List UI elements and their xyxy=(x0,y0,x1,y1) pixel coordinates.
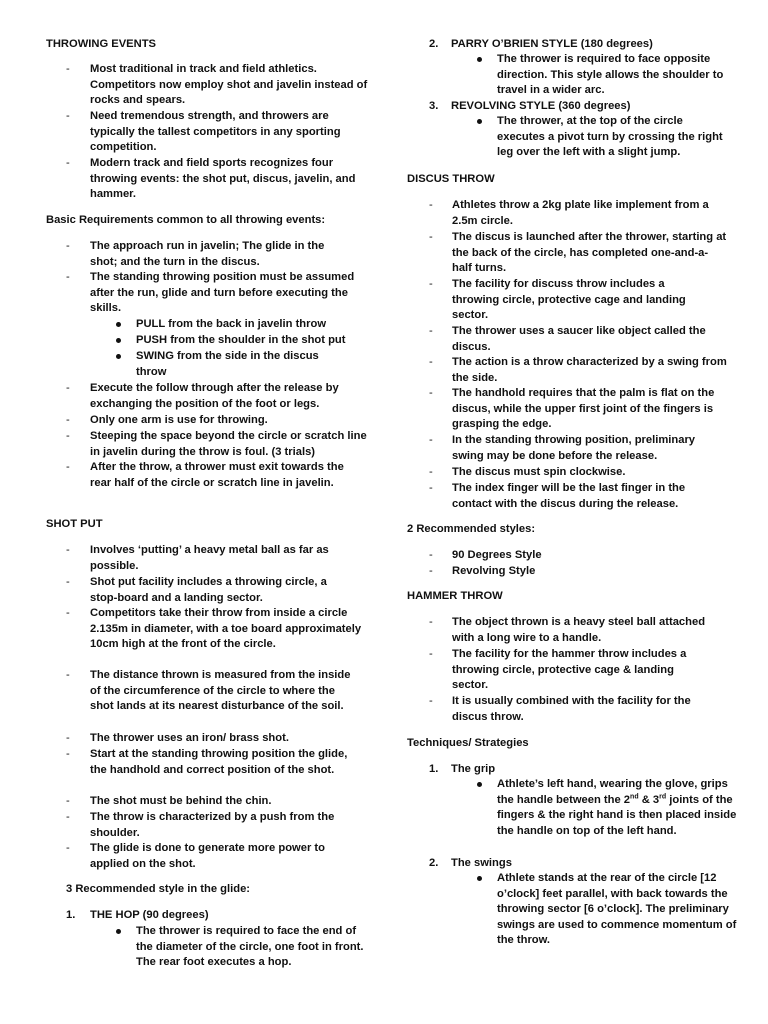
basic-requirements-heading: Basic Requirements common to all throwing events: xyxy=(46,214,326,226)
dash: - xyxy=(66,811,70,823)
discus-item-7: In the standing throwing position, preliminary swing may be done before the release. xyxy=(452,434,696,462)
revolving-title: REVOLVING STYLE (360 degrees) xyxy=(451,100,631,112)
discus-item-2: The discus is launched after the thrower, starting at the back of the circle, has completed one-and-a-half turns. xyxy=(452,231,727,275)
grip-number: 1. xyxy=(429,763,439,775)
dash: - xyxy=(429,695,433,707)
dash: - xyxy=(66,607,70,619)
dash: - xyxy=(66,732,70,744)
shot-item-3: Competitors take their throw from inside a circle 2.135m in diameter, with a toe board approximately 10cm high at the front of the circle. xyxy=(90,607,362,651)
techniques-heading: Techniques/ Strategies xyxy=(407,737,529,749)
hammer-heading: HAMMER THROW xyxy=(407,590,503,602)
basic-item-3: Execute the follow through after the release by exchanging the position of the foot or legs. xyxy=(90,382,339,410)
grip-text: Athlete’s left hand, wearing the glove, grips the handle between the 2nd & 3rd joints of the fingers & the right hand is then placed inside the handle on top of the left hand. xyxy=(497,778,737,837)
dash: - xyxy=(429,482,433,494)
revolving-text: The thrower, at the top of the circle executes a pivot turn by crossing the right leg over the left with a slight jump. xyxy=(497,115,723,159)
dash: - xyxy=(66,842,70,854)
dash: - xyxy=(66,795,70,807)
dash: - xyxy=(66,669,70,681)
throwing-item-3: Modern track and field sports recognizes four throwing events: the shot put, discus, javelin, and hammer. xyxy=(90,157,356,201)
throwing-item-1: Most traditional in track and field athletics. Competitors now employ shot and javelin instead of rocks and spears. xyxy=(90,63,368,107)
basic-item-2: The standing throwing position must be assumed after the run, glide and turn before executing the skills. xyxy=(90,271,355,315)
hop-number: 1. xyxy=(66,909,76,921)
bullet xyxy=(477,782,482,787)
discus-item-3: The facility for discuss throw includes a throwing circle, protective cage and landing sector. xyxy=(452,278,686,322)
discus-heading: DISCUS THROW xyxy=(407,173,495,185)
basic-item-1: The approach run in javelin; The glide in the shot; and the turn in the discus. xyxy=(90,240,325,268)
bullet xyxy=(477,876,482,881)
dash: - xyxy=(429,231,433,243)
bullet xyxy=(116,354,121,359)
dash: - xyxy=(429,549,433,561)
dash: - xyxy=(66,748,70,760)
dash: - xyxy=(66,544,70,556)
dash: - xyxy=(66,63,70,75)
dash: - xyxy=(66,576,70,588)
dash: - xyxy=(429,278,433,290)
dash: - xyxy=(66,240,70,252)
shot-item-8: The throw is characterized by a push from the shoulder. xyxy=(90,811,335,839)
parry-number: 2. xyxy=(429,38,439,50)
dash: - xyxy=(429,616,433,628)
basic-item-5: Steeping the space beyond the circle or scratch line in javelin during the throw is foul. (3 trials) xyxy=(90,430,367,458)
glide-styles-heading: 3 Recommended style in the glide: xyxy=(66,883,251,895)
dash: - xyxy=(429,199,433,211)
dash: - xyxy=(429,434,433,446)
dash: - xyxy=(429,466,433,478)
shot-item-4: The distance thrown is measured from the inside of the circumference of the circle to where the shot lands at its nearest disturbance of the soil. xyxy=(90,669,351,713)
dash: - xyxy=(66,157,70,169)
dash: - xyxy=(66,110,70,122)
skill-swing: SWING from the side in the discus throw xyxy=(136,350,319,378)
bullet xyxy=(116,322,121,327)
dash: - xyxy=(66,430,70,442)
parry-title: PARRY O’BRIEN STYLE (180 degrees) xyxy=(451,38,653,50)
skill-push: PUSH from the shoulder in the shot put xyxy=(136,334,346,346)
discus-item-1: Athletes throw a 2kg plate like implement from a 2.5m circle. xyxy=(452,199,709,227)
shot-item-9: The glide is done to generate more power to applied on the shot. xyxy=(90,842,325,870)
shot-put-heading: SHOT PUT xyxy=(46,518,103,530)
hammer-item-1: The object thrown is a heavy steel ball attached with a long wire to a handle. xyxy=(452,616,706,644)
revolving-number: 3. xyxy=(429,100,439,112)
shot-item-1: Involves ‘putting’ a heavy metal ball as far as possible. xyxy=(90,544,329,572)
discus-item-4: The thrower uses a saucer like object called the discus. xyxy=(452,325,706,353)
discus-item-8: The discus must spin clockwise. xyxy=(452,466,626,478)
swings-number: 2. xyxy=(429,857,439,869)
basic-item-6: After the throw, a thrower must exit towards the rear half of the circle or scratch line in javelin. xyxy=(90,461,344,489)
parry-text: The thrower is required to face opposite direction. This style allows the shoulder to travel in a wider arc. xyxy=(497,53,724,97)
skill-pull: PULL from the back in javelin throw xyxy=(136,318,327,330)
shot-item-5: The thrower uses an iron/ brass shot. xyxy=(90,732,289,744)
discus-styles-heading: 2 Recommended styles: xyxy=(407,523,536,535)
hop-title: THE HOP (90 degrees) xyxy=(90,909,209,921)
dash: - xyxy=(429,356,433,368)
bullet xyxy=(477,119,482,124)
dash: - xyxy=(429,648,433,660)
hop-text: The thrower is required to face the end of the diameter of the circle, one foot in front. The rear foot executes a hop. xyxy=(136,925,364,969)
dash: - xyxy=(66,271,70,283)
bullet xyxy=(116,338,121,343)
swings-text: Athlete stands at the rear of the circle [12 o’clock] feet parallel, with back towards the throwing sector [6 o’clock]. The preliminary swings are used to commence momentum of the throw. xyxy=(497,872,737,947)
hammer-item-3: It is usually combined with the facility for the discus throw. xyxy=(452,695,691,723)
dash: - xyxy=(66,382,70,394)
dash: - xyxy=(66,461,70,473)
discus-item-9: The index finger will be the last finger in the contact with the discus during the release. xyxy=(452,482,686,510)
shot-item-7: The shot must be behind the chin. xyxy=(90,795,272,807)
dash: - xyxy=(429,565,433,577)
shot-item-6: Start at the standing throwing position the glide, the handhold and correct position of the shot. xyxy=(90,748,348,776)
discus-style-2: Revolving Style xyxy=(452,565,536,577)
swings-title: The swings xyxy=(451,857,512,869)
shot-item-2: Shot put facility includes a throwing circle, a stop-board and a landing sector. xyxy=(90,576,327,604)
dash: - xyxy=(429,325,433,337)
hammer-item-2: The facility for the hammer throw includes a throwing circle, protective cage & landing sector. xyxy=(452,648,687,692)
basic-item-4: Only one arm is use for throwing. xyxy=(90,414,268,426)
discus-item-5: The action is a throw characterized by a swing from the side. xyxy=(452,356,727,384)
discus-item-6: The handhold requires that the palm is flat on the discus, while the upper first joint of the fingers is grasping the edge. xyxy=(452,387,715,431)
bullet xyxy=(477,57,482,62)
grip-title: The grip xyxy=(451,763,496,775)
dash: - xyxy=(66,414,70,426)
dash: - xyxy=(429,387,433,399)
throwing-events-heading: THROWING EVENTS xyxy=(46,38,157,50)
discus-style-1: 90 Degrees Style xyxy=(452,549,542,561)
bullet xyxy=(116,929,121,934)
throwing-item-2: Need tremendous strength, and throwers are typically the tallest competitors in any sporting competition. xyxy=(90,110,341,154)
